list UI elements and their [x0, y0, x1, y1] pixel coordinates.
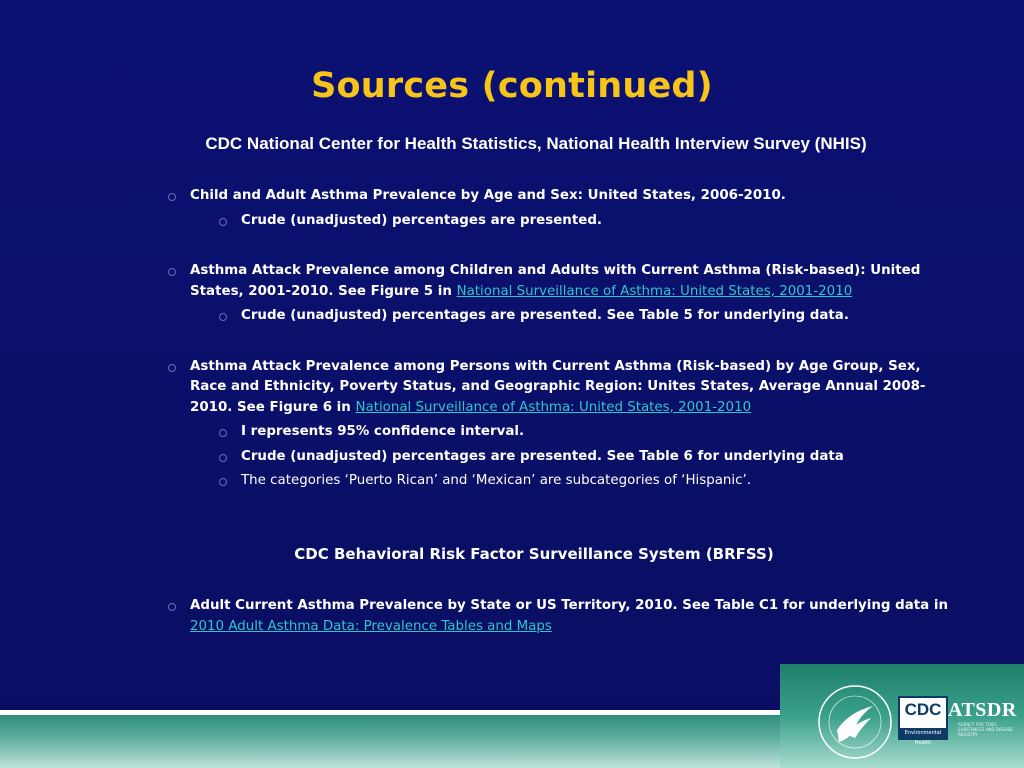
nhis-heading: CDC National Center for Health Statistics, National Health Interview Survey (NHIS) — [205, 134, 867, 153]
bullet-icon — [219, 313, 227, 321]
surveillance-link[interactable]: National Surveillance of Asthma: United States, 2001-2010 — [456, 283, 853, 299]
sub-list-item-text: Crude (unadjusted) percentages are presented. See Table 6 for underlying data — [241, 448, 844, 464]
cdc-logo — [898, 696, 948, 746]
bullet-icon — [168, 268, 176, 276]
slide-title: Sources (continued) — [311, 66, 713, 106]
atsdr-logo: ATSDR — [948, 699, 1017, 721]
sub-list-item — [166, 306, 956, 327]
bullet-icon — [168, 603, 176, 611]
cdc-logo-text: CDC — [904, 700, 942, 719]
sub-list-item — [166, 447, 956, 468]
brfss-list — [166, 596, 956, 637]
footer-divider — [0, 710, 780, 715]
sub-list-item-text: I represents 95% confidence interval. — [241, 424, 525, 439]
list-item-text: Asthma Attack Prevalence among Children and Adults with Current Asthma (Risk-based): United States, 2001-2010. See Figure 5 in — [190, 263, 921, 299]
bullet-icon — [168, 364, 176, 372]
list-item — [166, 261, 956, 302]
adult-asthma-data-link[interactable]: 2010 Adult Asthma Data: Prevalence Tables and Maps — [190, 618, 552, 634]
sub-list-item — [166, 471, 956, 492]
bullet-icon — [219, 429, 227, 437]
sub-list-item-text: The categories ‘Puerto Rican’ and ‘Mexican’ are subcategories of ‘Hispanic’. — [241, 473, 751, 488]
bullet-icon — [219, 454, 227, 462]
list-item-text: Child and Adult Asthma Prevalence by Age and Sex: United States, 2006-2010. — [190, 188, 786, 203]
surveillance-link[interactable]: National Surveillance of Asthma: United States, 2001-2010 — [355, 399, 752, 415]
list-item-text: Asthma Attack Prevalence among Persons with Current Asthma (Risk-based) by Age Group, Sex, Race and Ethnicity, Poverty Status, and Geographic Region: Unites States, Average Annual 2008-2010. See Figure 6 in — [190, 358, 926, 415]
list-item — [166, 357, 956, 419]
bullet-icon — [168, 193, 176, 201]
nhis-list — [166, 186, 956, 492]
list-item — [166, 596, 956, 637]
brfss-heading: CDC Behavioral Risk Factor Surveillance System (BRFSS) — [294, 545, 774, 563]
sub-list-item-text: Crude (unadjusted) percentages are presented. See Table 5 for underlying data. — [241, 308, 849, 323]
sub-list-item — [166, 422, 956, 443]
cdc-logo-subtext: Environmental Health — [900, 728, 946, 738]
hhs-seal-icon — [815, 682, 895, 762]
sub-list-item — [166, 211, 956, 232]
sub-list-item-text: Crude (unadjusted) percentages are presented. — [241, 212, 602, 228]
bullet-icon — [219, 478, 227, 486]
footer — [0, 664, 1024, 768]
list-item — [166, 186, 956, 207]
list-item-text: Adult Current Asthma Prevalence by State or US Territory, 2010. See Table C1 for underlying data in — [190, 598, 948, 613]
bullet-icon — [219, 218, 227, 226]
atsdr-logo-subtext: AGENCY FOR TOXIC SUBSTANCES AND DISEASE REGISTRY — [958, 722, 1013, 737]
